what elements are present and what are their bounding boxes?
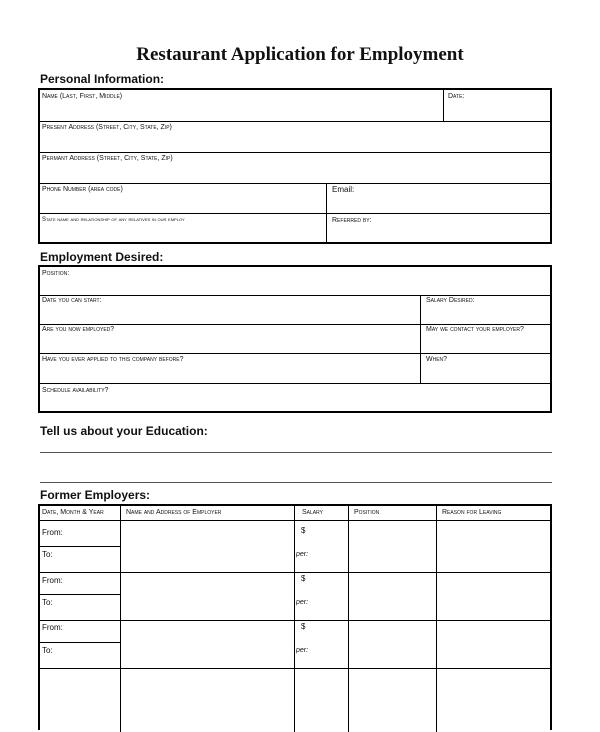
row-divider (40, 213, 550, 214)
relatives-field[interactable]: State name and relationship of any relatives in our employ (42, 217, 185, 223)
employment-desired-heading: Employment Desired: (40, 250, 164, 264)
education-heading: Tell us about your Education: (40, 424, 208, 438)
from-to-divider (40, 546, 120, 547)
personal-info-heading: Personal Information: (40, 72, 165, 86)
schedule-field[interactable]: Schedule availability? (42, 387, 109, 394)
applied-before-field[interactable]: Have you ever applied to this company before? (42, 356, 184, 363)
row-divider (40, 572, 550, 573)
salary-per[interactable]: per: (296, 599, 309, 606)
row-divider (40, 383, 550, 384)
row-divider (40, 668, 550, 669)
col-divider (420, 295, 421, 383)
col-divider (436, 506, 437, 732)
salary-dollar[interactable]: $ (301, 526, 306, 535)
from-field[interactable]: From: (42, 528, 63, 537)
present-address-field[interactable]: Present Address (Street, City, State, Zip) (42, 124, 172, 131)
row-divider (40, 152, 550, 153)
col-divider (294, 506, 295, 732)
education-line[interactable] (40, 482, 552, 483)
email-field[interactable]: Email: (332, 185, 355, 194)
from-field[interactable]: From: (42, 623, 63, 632)
row-divider (40, 183, 550, 184)
when-field[interactable]: When? (426, 356, 448, 363)
employed-now-field[interactable]: Are you now employed? (42, 326, 115, 333)
col-divider (348, 506, 349, 732)
employment-desired-box (38, 265, 552, 413)
name-field[interactable]: Name (Last, First, Middle) (42, 93, 123, 100)
salary-per[interactable]: per: (296, 551, 309, 558)
row-divider (40, 295, 550, 296)
education-line[interactable] (40, 452, 552, 453)
referred-by-field[interactable]: Referred by: (332, 217, 372, 224)
page-title: Restaurant Application for Employment (136, 44, 464, 65)
salary-per[interactable]: per: (296, 647, 309, 654)
date-field[interactable]: Date: (448, 93, 465, 100)
col-divider (326, 183, 327, 244)
from-to-divider (40, 642, 120, 643)
phone-field[interactable]: Phone Number (area code) (42, 186, 123, 193)
former-employers-heading: Former Employers: (40, 488, 151, 502)
permanent-address-field[interactable]: Permant Address (Street, City, State, Zip) (42, 155, 173, 162)
position-field[interactable]: Position: (42, 270, 70, 277)
personal-info-box (38, 88, 552, 244)
salary-desired-field[interactable]: Salary Desired: (426, 297, 475, 304)
row-divider (40, 353, 550, 354)
col-divider (443, 90, 444, 121)
col-header-employer: Name and Address of Employer (126, 509, 222, 516)
col-header-position: Position (354, 509, 380, 516)
col-divider (120, 506, 121, 732)
col-header-date: Date, Month & Year (42, 509, 104, 516)
to-field[interactable]: To: (42, 646, 53, 655)
row-divider (40, 121, 550, 122)
from-field[interactable]: From: (42, 576, 63, 585)
salary-dollar[interactable]: $ (301, 622, 306, 631)
col-header-reason: Reason for Leaving (442, 509, 502, 516)
from-to-divider (40, 594, 120, 595)
row-divider (40, 324, 550, 325)
former-employers-table (38, 504, 552, 730)
start-date-field[interactable]: Date you can start: (42, 297, 102, 304)
to-field[interactable]: To: (42, 550, 53, 559)
contact-employer-field[interactable]: May we contact your employer? (426, 326, 524, 333)
row-divider (40, 520, 550, 521)
col-header-salary: Salary (302, 509, 323, 516)
row-divider (40, 620, 550, 621)
salary-dollar[interactable]: $ (301, 574, 306, 583)
to-field[interactable]: To: (42, 598, 53, 607)
